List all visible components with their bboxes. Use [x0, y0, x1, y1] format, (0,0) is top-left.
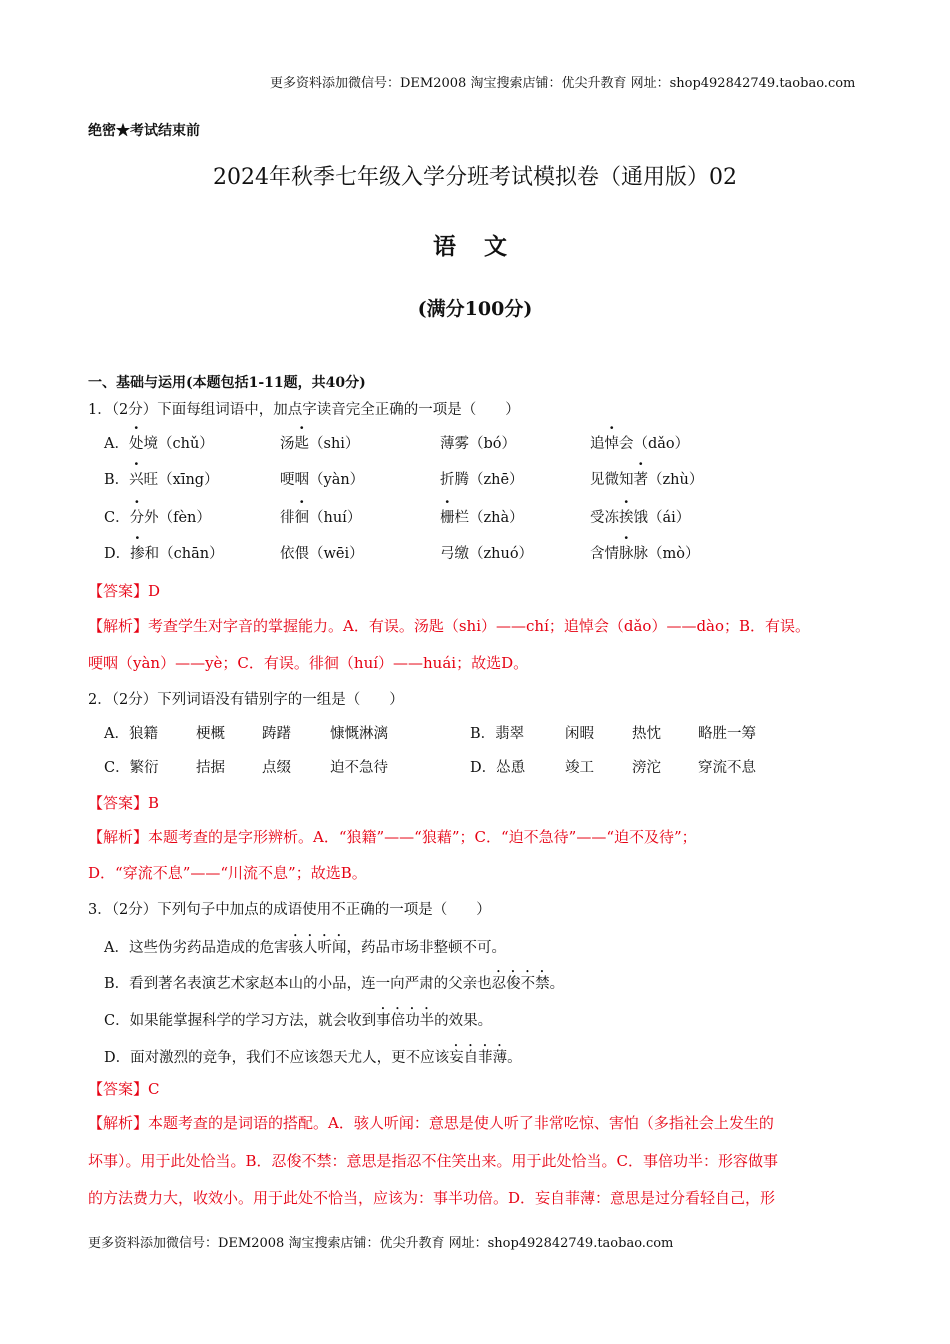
q1-option-item [590, 432, 689, 453]
option-text: 。 [507, 1050, 522, 1066]
dotted-idiom: 妄自菲薄 [449, 1050, 508, 1066]
q1-option-item [280, 468, 364, 489]
word-suffix: （shi） [309, 436, 360, 452]
word-prefix: 含情 [590, 546, 619, 562]
option-label: C． [104, 510, 130, 526]
option-text: 。 [549, 976, 565, 992]
dotted-char: 掺 [130, 546, 145, 562]
q2-word: D．怂恿 [470, 760, 526, 776]
answer-tag: 【答案】 [88, 1080, 149, 1098]
q1-option-item [590, 468, 703, 489]
q3-analysis-line2: 坏事）。用于此处恰当。B．忍俊不禁：意思是指忍不住笑出来。用于此处恰当。C．事倍功半：形容做事 [88, 1152, 779, 1170]
analysis-text: 本题考查的是字形辨析。A．“狼籍”——“狼藉”；C．“迫不急待”——“迫不及待”； [148, 828, 697, 846]
dotted-char: 脉 [619, 546, 634, 562]
option-text: D．面对激烈的竞争，我们不应该怨天尤人，更不应该 [104, 1050, 450, 1066]
page-header: 更多资料添加微信号：DEM2008 淘宝搜索店铺：优尖升教育 网址：shop492842749.taobao.com [270, 76, 856, 91]
word-suffix: 会（dǎo） [619, 436, 690, 452]
dotted-char: 兴 [129, 472, 144, 488]
word-suffix: 饿（ái） [633, 510, 691, 526]
analysis-text: 本题考查的是词语的搭配。A．骇人听闻：意思是使人听了非常吃惊、害怕（多指社会上发生的 [148, 1114, 774, 1132]
word-prefix: 见微知 [590, 472, 634, 488]
word-suffix: 旺（xīng） [143, 472, 219, 488]
q1-option-item [104, 542, 224, 563]
q2-word: 踌躇 [262, 726, 291, 742]
q2-word: 梗概 [196, 726, 225, 742]
word-prefix: 哽咽（yàn） [280, 472, 365, 488]
q1-option-item [104, 506, 211, 527]
word-prefix: 弓缴（zhuó） [440, 546, 534, 562]
q3-answer [88, 1078, 160, 1099]
exam-title: 2024年秋季七年级入学分班考试模拟卷（通用版）02 [213, 165, 737, 190]
q1-option-item [280, 542, 364, 563]
word-suffix: 和（chān） [144, 546, 224, 562]
q1-option-item [280, 432, 359, 453]
dotted-char: 匙 [294, 436, 309, 452]
page-footer: 更多资料添加微信号：DEM2008 淘宝搜索店铺：优尖升教育 网址：shop492842749.taobao.com [88, 1236, 674, 1251]
q1-option-item [590, 506, 690, 527]
q2-answer [88, 792, 159, 813]
option-label: B． [104, 472, 130, 488]
q3-option [104, 1042, 522, 1067]
word-suffix: 境（chǔ） [143, 436, 214, 452]
answer-tag: 【答案】 [88, 794, 149, 812]
dotted-char: 徊 [294, 510, 309, 526]
option-text: ，药品市场非整顿不可。 [346, 940, 506, 956]
q1-analysis-line [88, 615, 810, 636]
dotted-char: 处 [128, 436, 144, 452]
dotted-char: 分 [129, 510, 145, 526]
answer-value: C [148, 1080, 160, 1098]
dotted-char: 栅 [440, 510, 455, 526]
q2-word: B．翡翠 [470, 726, 525, 742]
word-suffix: 雾（bó） [454, 436, 517, 452]
word-prefix: 受冻 [590, 510, 619, 526]
word-prefix: 折腾（zhē） [440, 472, 524, 488]
q2-word: C．繁衍 [104, 760, 159, 776]
q2-word: 略胜一筹 [698, 726, 756, 742]
option-text: A．这些伪劣药品造成的危害 [104, 940, 289, 956]
word-suffix: 外（fèn） [144, 510, 211, 526]
q2-word: 热忱 [632, 726, 661, 742]
analysis-tag: 【解析】 [88, 1114, 149, 1132]
q1-analysis-line2: 哽咽（yàn）——yè；C．有误。徘徊（huí）——huái；故选D。 [88, 654, 529, 672]
dotted-char: 著 [633, 472, 648, 488]
q2-analysis-line [88, 826, 697, 847]
q3-option [104, 932, 506, 957]
q1-option-item [440, 506, 524, 527]
full-score: (满分100分) [417, 298, 533, 320]
q2-word: 闲暇 [565, 726, 594, 742]
word-prefix: 依偎（wēi） [280, 546, 364, 562]
option-label: D． [104, 546, 131, 562]
q3-option [104, 968, 564, 993]
dotted-idiom: 事倍功半 [376, 1013, 435, 1029]
q1-stem: 1．（2分）下面每组词语中，加点字读音完全正确的一项是（ ） [88, 402, 520, 418]
word-suffix: （huí） [309, 510, 362, 526]
q1-option-item [440, 542, 533, 563]
dotted-char: 挨 [619, 510, 634, 526]
word-suffix: （zhù） [648, 472, 704, 488]
word-suffix: 栏（zhà） [454, 510, 524, 526]
q2-word: 穿流不息 [698, 760, 756, 776]
secret-label: 绝密★考试结束前 [88, 123, 200, 139]
word-suffix: 脉（mò） [633, 546, 700, 562]
answer-value: D [148, 582, 161, 600]
q2-word: 点缀 [262, 760, 291, 776]
q2-stem: 2．（2分）下列词语没有错别字的一组是（ ） [88, 692, 404, 708]
dotted-char: 悼 [604, 436, 619, 452]
word-prefix: 徘 [280, 510, 295, 526]
analysis-tag: 【解析】 [88, 617, 149, 635]
section-heading: 一、基础与运用(本题包括1-11题，共40分) [88, 375, 366, 391]
answer-tag: 【答案】 [88, 582, 149, 600]
subject-title: 语 文 [432, 233, 517, 260]
q2-word: A．狼籍 [104, 726, 158, 742]
dotted-idiom: 忍俊不禁 [491, 976, 550, 992]
q1-option-item [440, 468, 524, 489]
word-prefix: 汤 [280, 436, 295, 452]
dotted-idiom: 骇人听闻 [288, 940, 347, 956]
word-prefix: 追 [590, 436, 605, 452]
analysis-text: 考查学生对字音的掌握能力。A．有误。汤匙（shi）——chí；追悼会（dǎo）——dào；B．有误。 [148, 617, 811, 635]
option-text: C．如果能掌握科学的学习方法，就会收到 [104, 1013, 377, 1029]
q1-option-item [280, 506, 361, 527]
q3-stem: 3．（2分）下列句子中加点的成语使用不正确的一项是（ ） [88, 902, 491, 918]
option-label: A． [104, 436, 129, 452]
q2-word: 滂沱 [632, 760, 661, 776]
q3-option [104, 1005, 492, 1030]
analysis-tag: 【解析】 [88, 828, 149, 846]
q2-word: 拮据 [196, 760, 225, 776]
q2-word: 慷慨淋漓 [330, 726, 388, 742]
q2-analysis-line2: D．“穿流不息”——“川流不息”；故选B。 [88, 864, 367, 882]
q1-option-item [104, 468, 219, 489]
q1-option-item [590, 542, 699, 563]
q1-option-item [440, 432, 516, 453]
q3-analysis-line3: 的方法费力大，收效小。用于此处不恰当，应该为：事半功倍。D．妄自菲薄：意思是过分看轻自己，形 [88, 1189, 776, 1207]
option-text: 的效果。 [434, 1013, 493, 1029]
q1-option-item [104, 432, 214, 453]
q1-answer [88, 580, 160, 601]
q3-analysis-line [88, 1112, 774, 1133]
option-text: B．看到著名表演艺术家赵本山的小品，连一向严肃的父亲也 [104, 976, 492, 992]
answer-value: B [148, 794, 160, 812]
q2-word: 迫不急待 [330, 760, 388, 776]
word-prefix: 薄 [440, 436, 455, 452]
q2-word: 竣工 [565, 760, 594, 776]
